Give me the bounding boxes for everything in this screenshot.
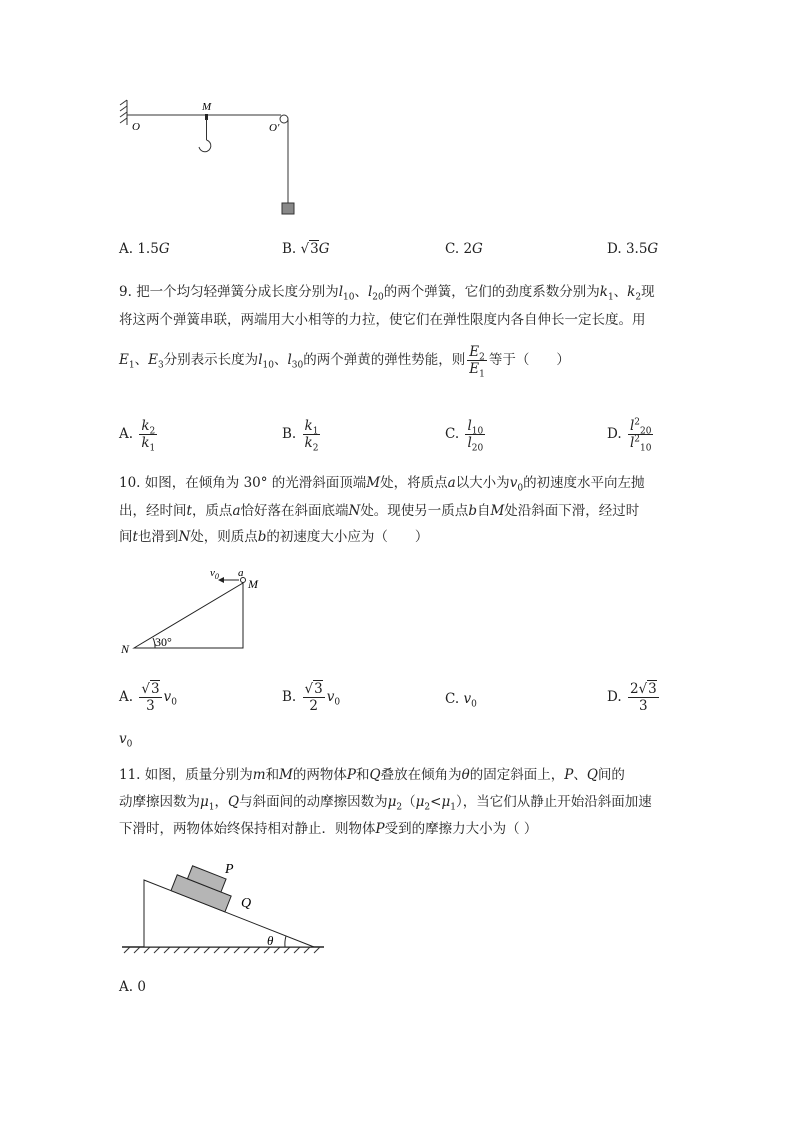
label-O-prime: O′ [269,122,280,134]
q11-figure [118,855,338,960]
arrow-head-icon [218,577,224,583]
q9-line-3: $E_1$、$E_3$分别表示长度为$l_{10}$、$l_{30}$的两个弹黄的弹性势能，则 $\frac{E_2}{E_1}$ 等于（ ） [119,344,570,380]
q8-option-a[interactable]: A. 1.5G [119,241,170,257]
q8-option-c[interactable]: C. 2G [445,241,483,257]
q9-option-b[interactable]: B. $\frac{k_1}{k_2}$ [282,418,319,454]
q11-line-1: 11. 如图，质量分别为m和M的两物体P和Q叠放在倾角为θ的固定斜面上，P、Q间的 [119,767,625,783]
weight-block [282,203,294,214]
label-O: O [132,121,140,133]
q10-option-b[interactable]: B. $\frac{√3}{2}$ $v_0$ [282,681,341,714]
q9-fraction-E2-E1: $\frac{E_2}{E_1}$ [469,344,485,380]
fig-v0-label: $v_0$ [210,567,219,581]
incline-triangle [134,583,243,648]
q9-line-1: 9. 把一个均匀轻弹簧分成长度分别为$l_{10}$、$l_{20}$的两个弹簧，它们的劲度系数分别为$k_1$、$k_2$现 [119,284,655,303]
incline-wedge [144,880,314,947]
pulley [280,115,288,123]
q10-option-d[interactable]: D. $\frac{2√3}{3}$ [607,681,657,714]
q10-option-c[interactable]: C. $v_0$ [445,691,477,710]
wall-hatching [120,100,127,125]
ground-hatching [124,947,320,953]
fig-M-label: M [248,577,258,591]
fig-a-label: a [238,567,244,579]
q10-line-3: 间t也滑到N处，则质点b的初速度大小应为（ ） [119,529,429,545]
fig-angle-label: 30° [155,635,172,649]
q9-option-d[interactable]: D. $\frac{l^2_{20}}{l^2_{10}}$ [607,417,652,454]
q10-line-2: 出，经时间t，质点a恰好落在斜面底端N处。现使另一质点b自M处沿斜面下滑，经过时 [119,503,640,519]
q8-option-b[interactable]: B. √3G [282,241,330,257]
label-theta: θ [267,933,274,948]
q11-line-2: 动摩擦因数为$\mu_1$，Q与斜面间的动摩擦因数为$\mu_2(\mu_2<\mu_1)$，当它们从静止开始沿斜面加速 [119,794,652,813]
q9-option-a[interactable]: A. $\frac{k_2}{k_1}$ [119,418,156,454]
q10-option-d-overflow: $v_0$ [119,731,133,750]
q11-option-a[interactable]: A. 0 [119,979,146,995]
label-Q: Q [241,896,252,911]
q11-line-3: 下滑时，两物体始终保持相对静止．则物体P受到的摩擦力大小为（ ） [119,821,538,837]
label-P: P [225,862,234,877]
q10-line-1: 10. 如图，在倾角为 30° 的光滑斜面顶端M处，将质点a以大小为$v_0$的初速度水平向左抛 [119,475,645,494]
fig-N-label: N [121,642,130,656]
q9-option-c[interactable]: C. $\frac{l_{10}}{l_{20}}$ [445,418,484,454]
q9-line-2: 将这两个弹簧串联，两端用大小相等的力拉，使它们在弹性限度内各自伸长一定长度。用 [119,312,646,328]
hook-icon [199,140,211,152]
label-M: M [202,101,212,113]
q8-figure [115,95,305,220]
q10-figure [115,562,265,657]
q10-option-a[interactable]: A. $\frac{√3}{3}$ $v_0$ [119,681,177,714]
q8-option-d[interactable]: D. 3.5G [607,241,659,257]
